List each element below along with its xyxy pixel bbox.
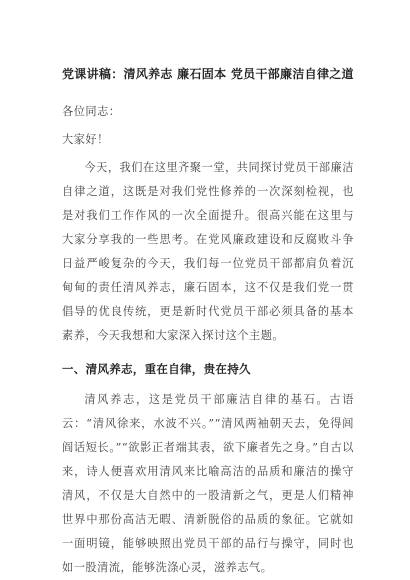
section-paragraph: 清风养志，这是党员干部廉洁自律的基石。古语云：“清风徐来，水波不兴。”“清风两袖朝天去，免得闾阎话短长。”“欲影正者端其表，欲下廉者先之身。”自古以来，诗人便喜欢用清风来比喻高洁的品质和廉洁的操守清风，不仅是大自然中的一股清新之气，更是人们精神世界中那份高洁无暇、清新脱俗的品质的象征。它就如一面明镜，能够映照出党员干部的品行与操守，同时也如一股清流，能够洗涤心灵，滋养志气。 [62,393,354,574]
salutation: 各位同志： [62,105,121,118]
section-heading: 一、清风养志，重在自律，贵在持久 [62,362,251,376]
greeting: 大家好！ [62,133,109,146]
intro-paragraph: 今天，我们在这里齐聚一堂，共同探讨党员干部廉洁自律之道，这既是对我们党性修养的一次深刻检视，也是对我们工作作风的一次全面提升。很高兴能在这里与大家分享我的一些思考。在党风廉政建设和反腐败斗争日益严峻复杂的今天，我们每一位党员干部都肩负着沉甸甸的责任清风养志，廉石固本，这不仅是我们党一贯倡导的优良传统，更是新时代党员干部必须具备的基本素养，今天我想和大家深入探讨这个主题。 [62,161,354,342]
document-title: 党课讲稿：清风养志 廉石固本 党员干部廉洁自律之道 [62,67,354,81]
